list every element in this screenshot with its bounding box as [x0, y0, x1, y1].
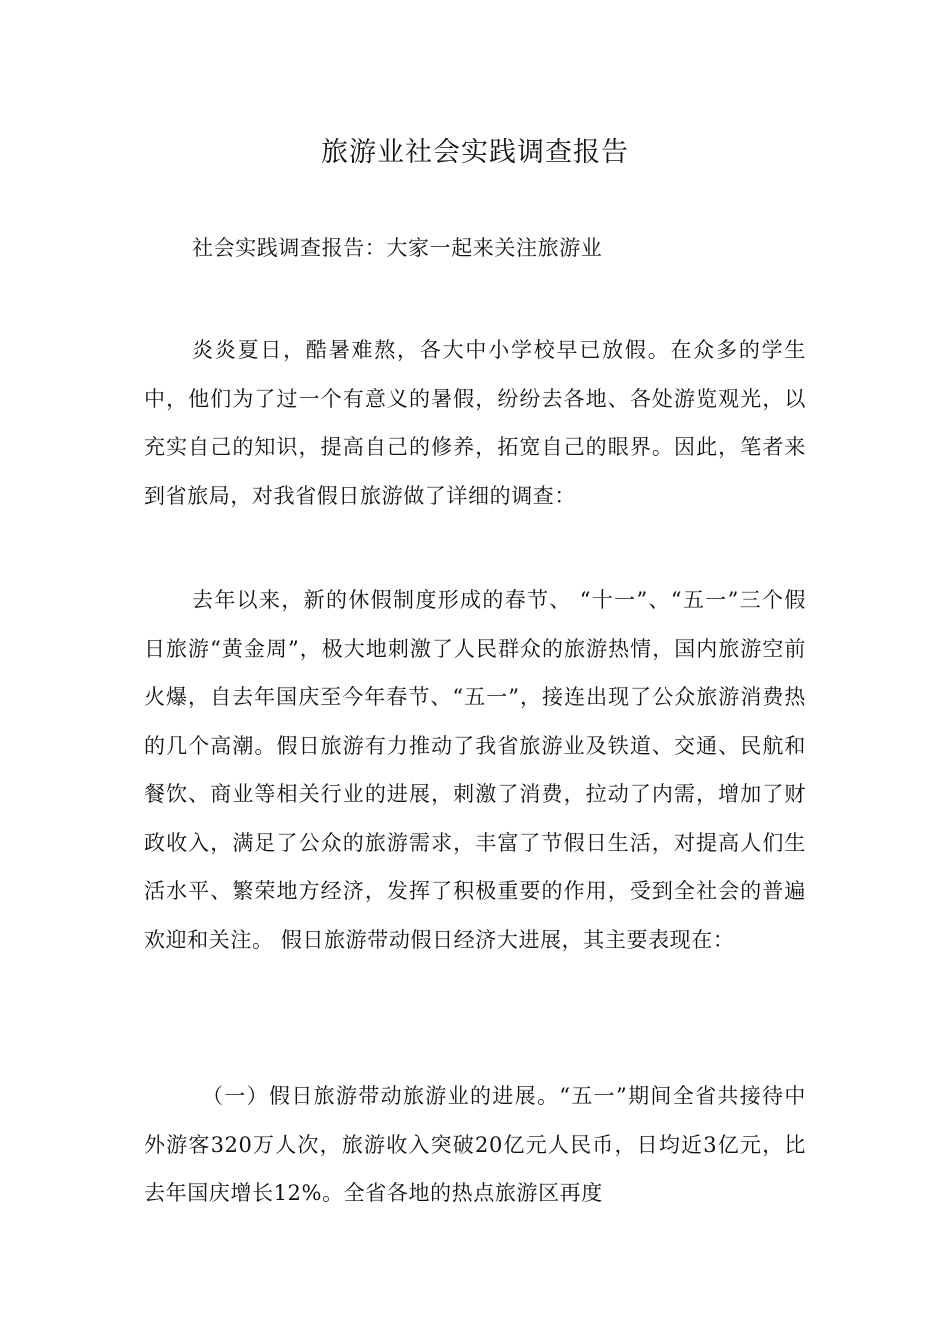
body-paragraph-1: 炎炎夏日，酷暑难熬，各大中小学校早已放假。在众多的学生中，他们为了过一个有意义的暑假，纷纷去各地、各处游览观光，以充实自己的知识，提高自己的修养，拓宽自己的眼界。因此，笔者来到省旅局，对我省假日旅游做了详细的调查：	[144, 338, 806, 508]
body-paragraph-3: （一）假日旅游带动旅游业的进展。“五一”期间全省共接待中外游客320万人次，旅游收入突破20亿元人民币，日均近3亿元，比去年国庆增长12%。全省各地的热点旅游区再度	[144, 1084, 806, 1205]
document-title: 旅游业社会实践调查报告	[321, 137, 629, 168]
body-paragraph-2: 去年以来，新的休假制度形成的春节、 “十一”、“五一”三个假日旅游“黄金周”，极大地刺激了人民群众的旅游热情，国内旅游空前火爆，自去年国庆至今年春节、“五一”，接连出现了公众旅游消费热的几个高潮。假日旅游有力推动了我省旅游业及铁道、交通、民航和餐饮、商业等相关行业的进展，刺激了消费，拉动了内需，增加了财政收入，满足了公众的旅游需求，丰富了节假日生活，对提高人们生活水平、繁荣地方经济，发挥了积极重要的作用，受到全社会的普遍欢迎和关注。 假日旅游带动假日经济大进展，其主要表现在：	[144, 588, 806, 952]
subtitle-paragraph: 社会实践调查报告：大家一起来关注旅游业	[192, 236, 603, 260]
